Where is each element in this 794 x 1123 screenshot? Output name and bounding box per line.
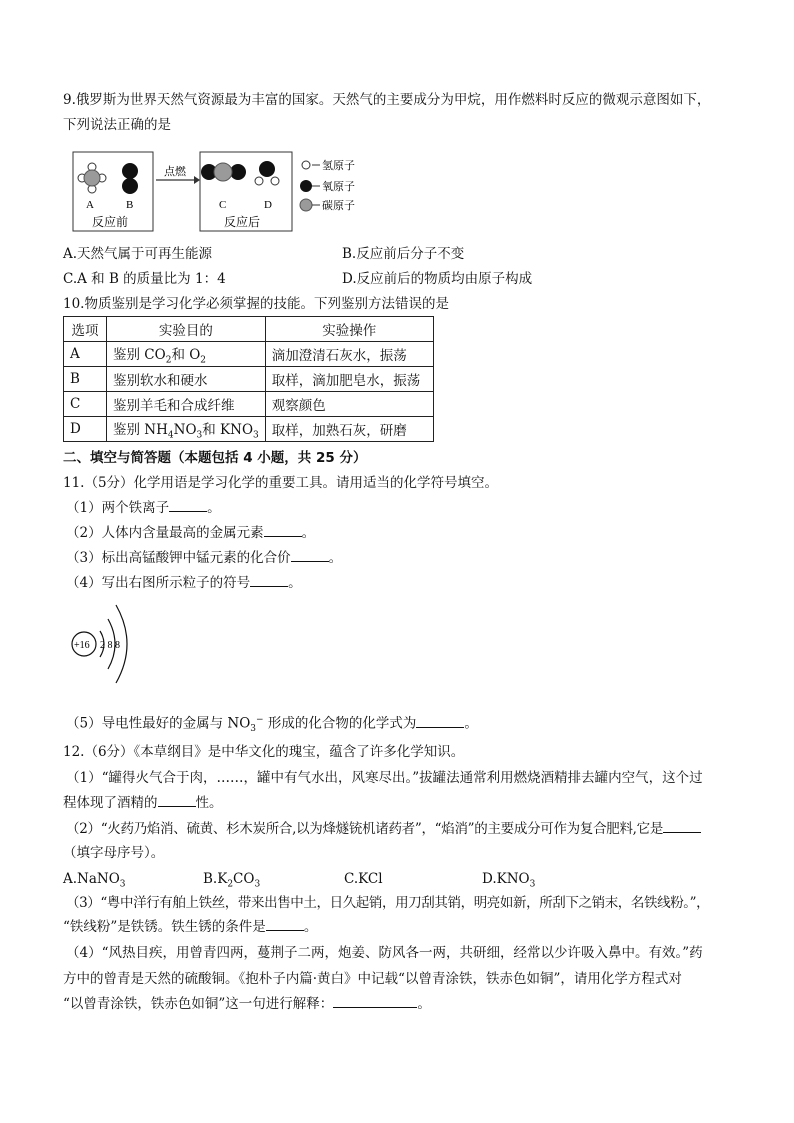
row-option: A bbox=[64, 342, 107, 367]
q9-option-b: B.反应前后分子不变 bbox=[342, 246, 465, 262]
oxygen-legend-icon bbox=[300, 180, 312, 192]
q9-option-d: D.反应前后的物质均由原子构成 bbox=[342, 271, 533, 287]
q10-stem: 10.物质鉴别是学习化学必须掌握的技能。下列鉴别方法错误的是 bbox=[63, 296, 449, 312]
q12-option-b: $B.K_2CO_3$ bbox=[203, 871, 261, 890]
legend-carbon: 碳原子 bbox=[322, 199, 355, 212]
answer-blank[interactable] bbox=[291, 549, 329, 562]
label-c: C bbox=[219, 199, 227, 211]
carbon-legend-icon bbox=[300, 199, 312, 211]
answer-blank[interactable] bbox=[416, 715, 464, 728]
q12-option-d: $D.KNO_3$ bbox=[482, 871, 536, 890]
section-title: 二、填空与简答题（本题包括 4 小题，共 25 分） bbox=[63, 450, 367, 466]
q9-option-a: A.天然气属于可再生能源 bbox=[63, 246, 213, 262]
legend-oxygen: 氧原子 bbox=[322, 180, 355, 193]
row-operation: 观察颜色 bbox=[265, 392, 433, 417]
header-purpose: 实验目的 bbox=[107, 317, 266, 342]
before-label: 反应前 bbox=[92, 215, 129, 229]
hydrogen-legend-icon bbox=[302, 161, 310, 169]
row-option: B bbox=[64, 367, 107, 392]
table-row bbox=[64, 417, 434, 442]
q12-part2-line2: （填字母序号）。 bbox=[63, 845, 165, 861]
table-row bbox=[64, 342, 434, 367]
row-purpose: 鉴别羊毛和合成纤维 bbox=[107, 392, 266, 417]
row-operation: 取样，加熟石灰，研磨 bbox=[265, 417, 433, 442]
row-operation: 滴加澄清石灰水，振荡 bbox=[265, 342, 433, 367]
q12-part4-line2: 方中的曾青是天然的硫酸铜。《抱朴子内篇·黄白》中记载“以曾青涂铁，铁赤色如铜”，请用化学方程式对 bbox=[63, 971, 682, 987]
nucleus-charge: +16 bbox=[74, 640, 90, 651]
molecule-c-icon bbox=[201, 163, 246, 181]
label-d: D bbox=[264, 199, 272, 211]
row-purpose: 鉴别软水和硬水 bbox=[107, 367, 266, 392]
q11-part4: （4）写出右图所示粒子的符号 。 bbox=[66, 575, 302, 591]
q12-part3-line2: “铁线粉”是铁锈。铁生锈的条件是 。 bbox=[63, 919, 318, 935]
table-header-row bbox=[64, 317, 434, 342]
q9-option-c: C.A 和 B 的质量比为 1：4 bbox=[63, 271, 226, 287]
row-purpose: 鉴别 $NH_4NO_3$和 $KNO_3$ bbox=[107, 417, 266, 442]
legend bbox=[300, 158, 355, 212]
q11-stem: 11.（5分）化学用语是学习化学的重要工具。请用适当的化学符号填空。 bbox=[63, 475, 499, 491]
atom-structure-diagram bbox=[66, 601, 146, 687]
q12-part4-line1: （4）“风热目疾，用曾青四两，蔓荆子二两，炮姜、防风各一两，共研细，经常以少许吸入鼻中。有效。”药 bbox=[66, 945, 703, 961]
label-a: A bbox=[86, 199, 94, 211]
molecule-b-icon bbox=[122, 163, 138, 194]
q11-part3: （3）标出高锰酸钾中锰元素的化合价 。 bbox=[66, 550, 343, 566]
after-label: 反应后 bbox=[224, 215, 261, 229]
arrow-label: 点燃 bbox=[164, 165, 186, 178]
row-option: D bbox=[64, 417, 107, 442]
q12-part1-line1: （1）“罐得火气合于肉，……，罐中有气水出，风寒尽出。”拔罐法通常利用燃烧酒精排去罐内空气，这个过 bbox=[66, 770, 703, 786]
q9-stem-line2: 下列说法正确的是 bbox=[63, 117, 171, 133]
q12-stem: 12.（6分）《本草纲目》是中华文化的瑰宝，蕴含了许多化学知识。 bbox=[63, 744, 465, 760]
q10-table bbox=[63, 316, 434, 442]
q11-part1: （1）两个铁离子 。 bbox=[66, 500, 221, 516]
q9-stem-line1: 9.俄罗斯为世界天然气资源最为丰富的国家。天然气的主要成分为甲烷，用作燃料时反应的微观示意图如下， bbox=[63, 92, 711, 108]
q12-option-a: A.NaNO$_3$ bbox=[63, 871, 126, 890]
table-row bbox=[64, 367, 434, 392]
header-option: 选项 bbox=[64, 317, 107, 342]
row-purpose: 鉴别 $CO_2$和 $O_2$ bbox=[107, 342, 266, 367]
header-operation: 实验操作 bbox=[265, 317, 433, 342]
q12-part3-line1: （3）“粤中洋行有舶上铁丝，带来出售中土，日久起销，用刀刮其销，明亮如新，所刮下之销末，名铁线粉。”， bbox=[66, 895, 710, 911]
answer-blank[interactable] bbox=[266, 918, 304, 931]
q12-option-c: C.KCl bbox=[344, 871, 383, 887]
legend-hydrogen: 氢原子 bbox=[322, 159, 355, 172]
answer-blank[interactable] bbox=[333, 995, 417, 1008]
label-b: B bbox=[126, 199, 134, 211]
q11-part2: （2）人体内含量最高的金属元素 。 bbox=[66, 525, 316, 541]
reaction-diagram bbox=[72, 150, 372, 234]
answer-blank[interactable] bbox=[264, 524, 302, 537]
q12-part2-line1: （2）“火药乃焰消、硫黄、杉木炭所合,以为烽燧铳机诸药者”，“焰消”的主要成分可作为复合肥料,它是 bbox=[66, 820, 701, 838]
row-operation: 取样，滴加肥皂水，振荡 bbox=[265, 367, 433, 392]
molecule-a-icon bbox=[78, 163, 106, 193]
answer-blank[interactable] bbox=[169, 499, 207, 512]
answer-blank[interactable] bbox=[250, 574, 288, 587]
row-option: C bbox=[64, 392, 107, 417]
electron-shells: 2 8 8 bbox=[100, 640, 120, 651]
q12-part4-line3: “以曾青涂铁，铁赤色如铜”这一句进行解释： 。 bbox=[63, 996, 431, 1012]
q12-part1-line2: 程体现了酒精的 性。 bbox=[63, 795, 223, 811]
q11-part5: （5）导电性最好的金属与 $NO_3^-$ 形成的化合物的化学式为 。 bbox=[66, 715, 478, 735]
molecule-d-icon bbox=[255, 161, 279, 185]
answer-blank[interactable] bbox=[158, 794, 196, 807]
table-row bbox=[64, 392, 434, 417]
answer-blank[interactable] bbox=[663, 820, 701, 833]
